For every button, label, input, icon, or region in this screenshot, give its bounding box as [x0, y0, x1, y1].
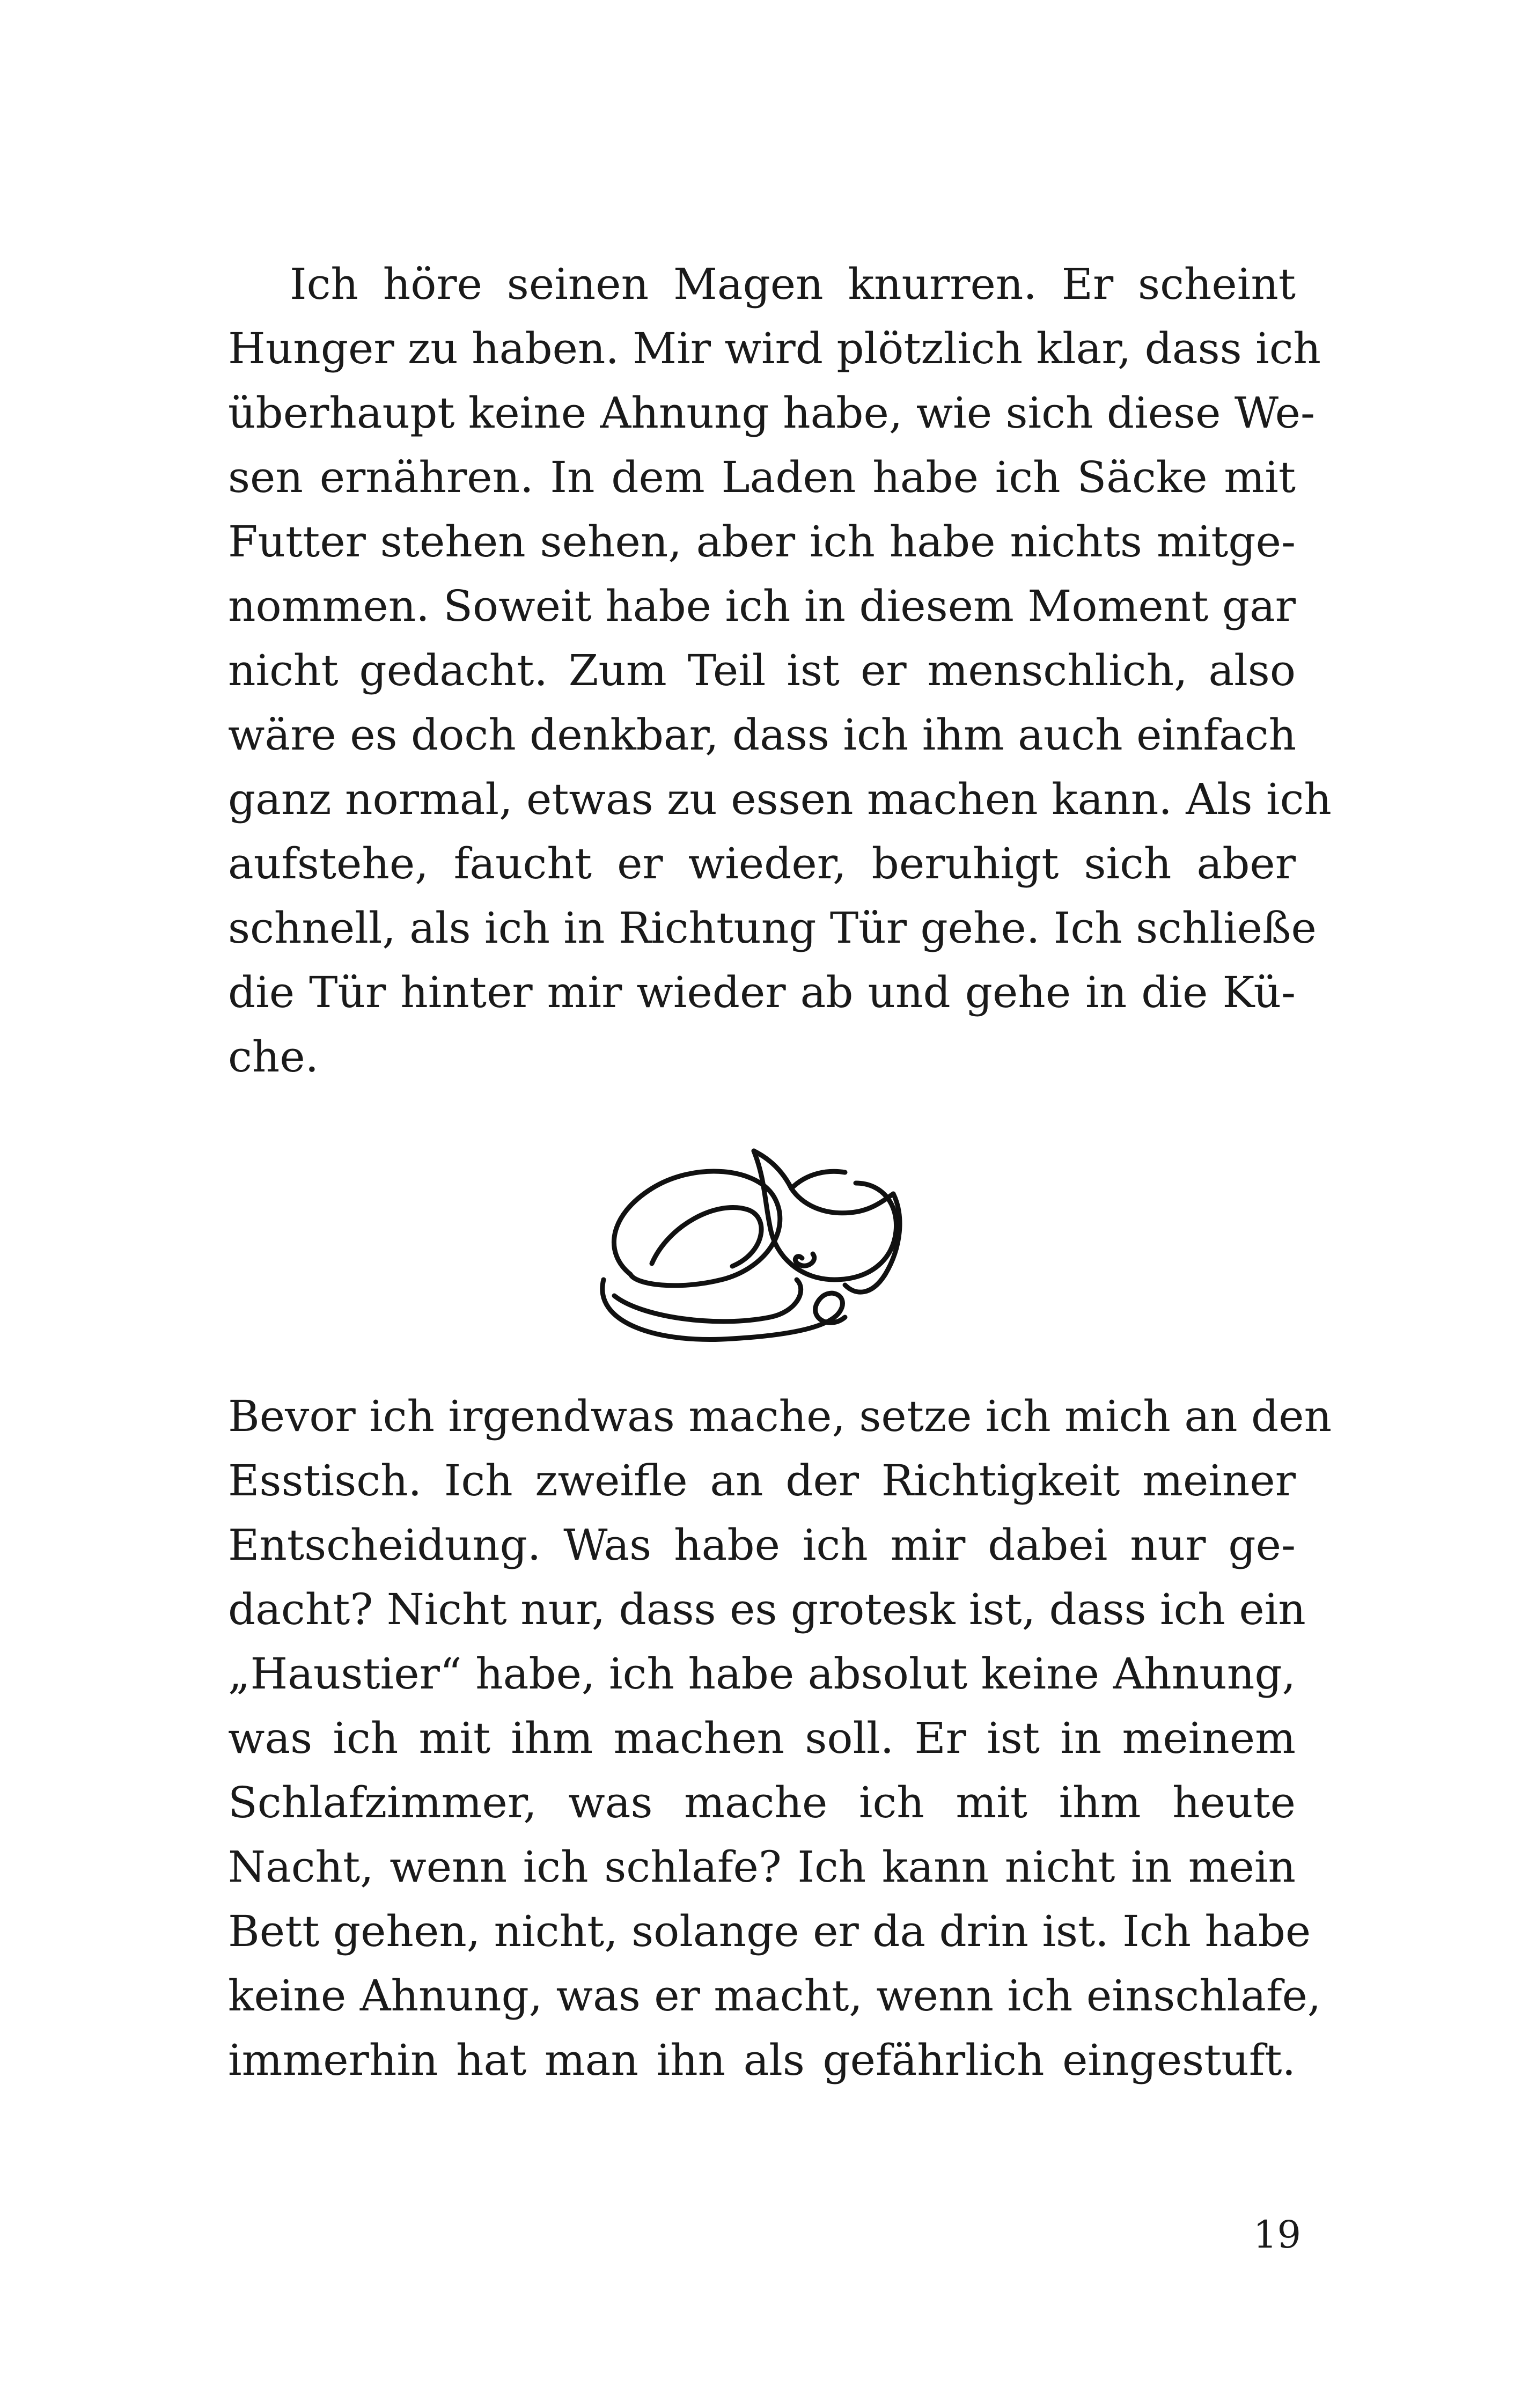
- text-line: „Haustier“ habe, ich habe absolut keine Ahnung,: [228, 1649, 1296, 1699]
- text-line: aufstehe, faucht er wieder, beruhigt sich aber: [228, 839, 1296, 889]
- text-line: ganz normal, etwas zu essen machen kann. Als ich: [228, 774, 1332, 824]
- text-line: die Tür hinter mir wieder ab und gehe in die Kü-: [228, 967, 1296, 1017]
- text-line: sen ernähren. In dem Laden habe ich Säcke mit: [228, 452, 1296, 502]
- text-line: keine Ahnung, was er macht, wenn ich einschlafe,: [228, 1971, 1321, 2021]
- text-line: Esstisch. Ich zweifle an der Richtigkeit meiner: [228, 1456, 1296, 1506]
- text-line: che.: [228, 1032, 319, 1082]
- text-line: dacht? Nicht nur, dass es grotesk ist, dass ich ein: [228, 1584, 1306, 1634]
- sleeping-cat-line-drawing-icon: [593, 1119, 936, 1355]
- paragraph-1: [228, 252, 1332, 1089]
- text-line: überhaupt keine Ahnung habe, wie sich diese We-: [228, 388, 1315, 438]
- text-line: Bett gehen, nicht, solange er da drin ist. Ich habe: [228, 1906, 1311, 1956]
- text-line: nicht gedacht. Zum Teil ist er menschlich, also: [228, 645, 1296, 695]
- text-line: Futter stehen sehen, aber ich habe nichts mitge-: [228, 517, 1296, 567]
- text-line: was ich mit ihm machen soll. Er ist in meinem: [228, 1713, 1296, 1763]
- text-line: Ich höre seinen Magen knurren. Er scheint: [290, 259, 1296, 309]
- text-line: Entscheidung. Was habe ich mir dabei nur ge-: [228, 1520, 1296, 1570]
- text-line: Bevor ich irgendwas mache, setze ich mich an den: [228, 1391, 1332, 1441]
- paragraph-2: [228, 1384, 1332, 2093]
- text-line: Nacht, wenn ich schlafe? Ich kann nicht in mein: [228, 1842, 1296, 1892]
- text-line: immerhin hat man ihn als gefährlich eingestuft.: [228, 2035, 1296, 2085]
- text-line: schnell, als ich in Richtung Tür gehe. Ich schließe: [228, 903, 1317, 953]
- text-line: Hunger zu haben. Mir wird plötzlich klar, dass ich: [228, 324, 1321, 373]
- text-line: wäre es doch denkbar, dass ich ihm auch einfach: [228, 710, 1297, 760]
- page-number: 19: [1253, 2213, 1301, 2257]
- text-line: Schlafzimmer, was mache ich mit ihm heute: [228, 1778, 1296, 1827]
- text-line: nommen. Soweit habe ich in diesem Moment gar: [228, 581, 1296, 631]
